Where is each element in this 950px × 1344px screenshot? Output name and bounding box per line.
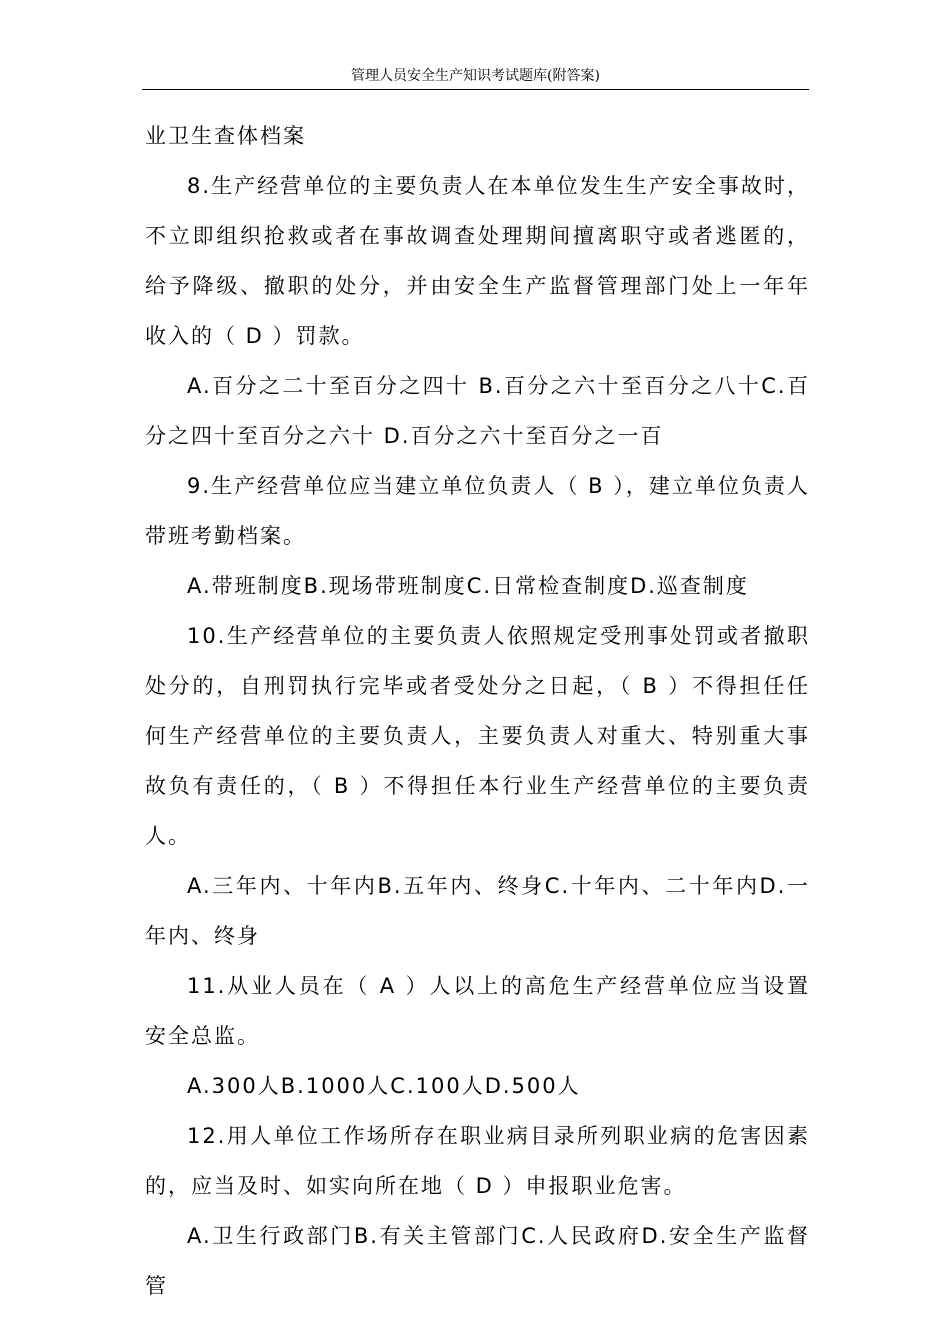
question-11: 11.从业人员在（ A ）人以上的高危生产经营单位应当设置安全总监。 bbox=[145, 974, 810, 1048]
question-11-options: A.300人B.1000人C.100人D.500人 bbox=[187, 1074, 581, 1098]
page-header-title: 管理人员安全生产知识考试题库(附答案) bbox=[351, 68, 600, 84]
document-body bbox=[145, 111, 810, 1311]
question-10-options: A.三年内、十年内B.五年内、终身C.十年内、二十年内D.一年内、终身 bbox=[145, 874, 810, 948]
paragraph-continuation: 业卫生查体档案 bbox=[145, 124, 306, 148]
question-12: 12.用人单位工作场所存在职业病目录所列职业病的危害因素的，应当及时、如实向所在地（ D ）申报职业危害。 bbox=[145, 1124, 810, 1198]
question-10: 10.生产经营单位的主要负责人依照规定受刑事处罚或者撤职处分的，自刑罚执行完毕或者受处分之日起，（ B ）不得担任任何生产经营单位的主要负责人，主要负责人对重大、特别重大事故负有责任的，（ B ）不得担任本行业生产经营单位的主要负责人。 bbox=[145, 624, 810, 848]
question-8: 8.生产经营单位的主要负责人在本单位发生生产安全事故时，不立即组织抢救或者在事故调查处理期间擅离职守或者逃匿的，给予降级、撤职的处分，并由安全生产监督管理部门处上一年年收入的（ D ）罚款。 bbox=[145, 174, 810, 348]
question-9-options: A.带班制度B.现场带班制度C.日常检查制度D.巡查制度 bbox=[187, 574, 749, 598]
question-9: 9.生产经营单位应当建立单位负责人（ B ），建立单位负责人带班考勤档案。 bbox=[145, 474, 810, 548]
header-divider bbox=[142, 89, 809, 90]
question-8-options: A.百分之二十至百分之四十 B.百分之六十至百分之八十C.百分之四十至百分之六十 D.百分之六十至百分之一百 bbox=[145, 374, 810, 448]
question-12-options: A.卫生行政部门B.有关主管部门C.人民政府D.安全生产监督管 bbox=[145, 1224, 810, 1298]
